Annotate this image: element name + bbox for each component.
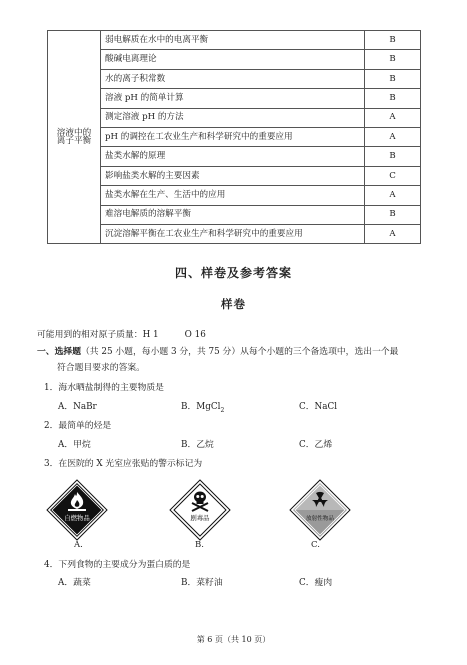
table-row	[48, 108, 421, 127]
table-cell-level: B	[365, 69, 421, 88]
question-3-stem: 3．在医院的 X 光室应张贴的警示标记为	[44, 459, 203, 469]
sign-b-label: B.	[195, 540, 204, 550]
table-cell-level: B	[365, 50, 421, 69]
question-4-option-a[interactable]: A．蔬菜	[58, 578, 91, 588]
section-title: 四、样卷及参考答案	[174, 266, 292, 280]
question-1-option-c[interactable]: C．NaCl	[299, 402, 338, 412]
sign-b-text: 剧毒品	[190, 514, 210, 522]
question-4-stem: 4．下列食物的主要成分为蛋白质的是	[44, 560, 191, 570]
topic-label-line-2: 离子平衡	[56, 136, 92, 147]
table-cell-level: C	[365, 166, 421, 185]
hazard-sign-toxic	[169, 479, 231, 541]
sign-c-label: C.	[311, 540, 320, 550]
table-cell-level: B	[365, 205, 421, 224]
table-cell-level: B	[365, 89, 421, 108]
table-cell-level: A	[365, 108, 421, 127]
table-row	[48, 147, 421, 166]
table-cell-item: 酸碱电离理论	[101, 50, 365, 69]
table-row	[48, 69, 421, 88]
table-row	[48, 89, 421, 108]
table-cell-item: 影响盐类水解的主要因素	[101, 166, 365, 185]
table-row	[48, 50, 421, 69]
table-cell-level: B	[365, 147, 421, 166]
table-row	[48, 205, 421, 224]
table-cell-item: 盐类水解在生产、生活中的应用	[101, 186, 365, 205]
atomic-mass-label: 可能用到的相对原子质量：H 1	[37, 330, 159, 340]
question-1-option-b[interactable]	[181, 403, 224, 414]
table-row	[48, 224, 421, 243]
table-cell-level: A	[365, 224, 421, 243]
sign-a-label: A.	[74, 540, 83, 550]
question-1-stem: 1．海水晒盐制得的主要物质是	[44, 383, 164, 393]
paper-title: 样卷	[221, 297, 246, 311]
topic-cell	[48, 31, 101, 244]
table-row	[48, 166, 421, 185]
topic-label-line-1: 溶液中的	[56, 127, 92, 138]
question-4-option-b[interactable]: B．菜籽油	[181, 578, 223, 588]
table-cell-item: 弱电解质在水中的电离平衡	[101, 31, 365, 50]
sign-a-text: 自燃物品	[64, 514, 90, 522]
part1-intro	[37, 348, 398, 357]
table-row	[48, 31, 421, 50]
table-cell-item: 溶液 pH 的简单计算	[101, 89, 365, 108]
part1-heading: 一、选择题	[37, 347, 81, 357]
question-2-option-a[interactable]: A．甲烷	[58, 440, 91, 450]
question-2-option-b[interactable]: B．乙烷	[181, 440, 214, 450]
table-cell-item: 水的离子积常数	[101, 69, 365, 88]
sign-c-text: 放射性物品	[306, 516, 334, 522]
table-cell-level: A	[365, 127, 421, 146]
question-2-option-c[interactable]: C．乙烯	[299, 440, 333, 450]
table-cell-item: 沉淀溶解平衡在工农业生产和科学研究中的重要应用	[101, 224, 365, 243]
table-cell-item: pH 的调控在工农业生产和科学研究中的重要应用	[101, 127, 365, 146]
hazard-sign-flammable	[46, 479, 108, 541]
table-cell-item: 难溶电解质的溶解平衡	[101, 205, 365, 224]
table-cell-item: 盐类水解的原理	[101, 147, 365, 166]
question-1-option-a[interactable]: A．NaBr	[58, 402, 97, 412]
question-4-option-c[interactable]: C．瘦肉	[299, 578, 333, 588]
question-1-option-b-text: B．MgCl	[181, 402, 221, 412]
sign-c[interactable]	[289, 479, 351, 541]
hazard-sign-radioactive	[289, 479, 351, 541]
atomic-mass-oxygen: O 16	[184, 330, 206, 340]
atomic-mass-line	[37, 331, 206, 340]
part1-intro-text: （共 25 小题，每小题 3 分，共 75 分）从每个小题的三个备选项中，选出一个最	[81, 347, 399, 357]
table-row	[48, 127, 421, 146]
question-2-stem: 2．最简单的烃是	[44, 421, 112, 431]
standards-table	[47, 30, 420, 244]
sign-a[interactable]	[46, 479, 108, 541]
table-cell-level: B	[365, 31, 421, 50]
page-footer: 第 6 页（共 10 页）	[196, 635, 271, 644]
table-row	[48, 186, 421, 205]
sign-b[interactable]	[169, 479, 231, 541]
part1-intro-cont: 符合题目要求的答案。	[57, 363, 145, 373]
table-cell-item: 测定溶液 pH 的方法	[101, 108, 365, 127]
table-cell-level: A	[365, 186, 421, 205]
question-1-option-b-subscript: 2	[220, 406, 225, 414]
